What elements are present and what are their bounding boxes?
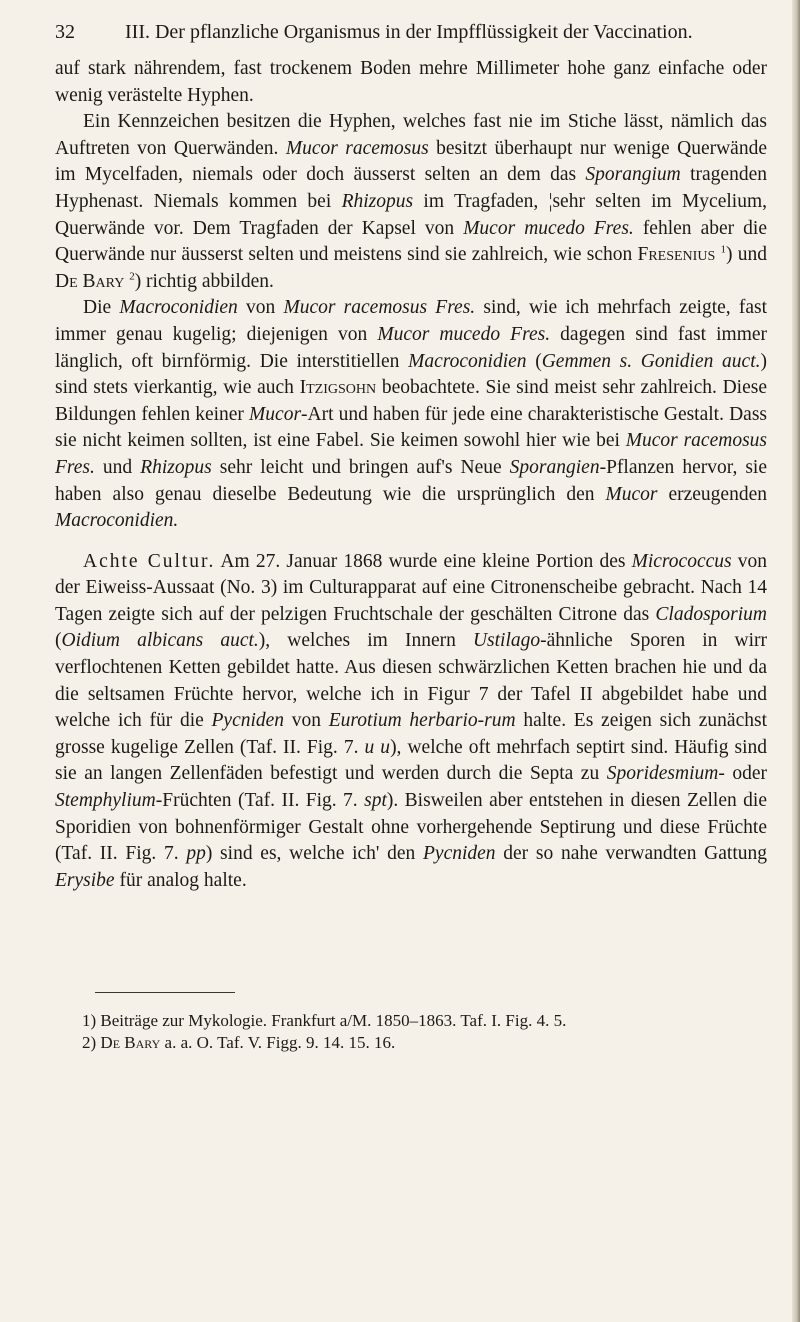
text-run: ). Bisweilen aber entstehen in diesen Zellen die Sporidien von bohnenförmiger Gestalt ohne vorhergehende Septirung und diese Früchte (Taf. II. Fig. 7. [55, 790, 767, 865]
paragraph-1 [55, 56, 767, 109]
page-edge-shadow [792, 0, 800, 1322]
text-run: -ähnliche Sporen in wirr verflochtenen Ketten gebildet hatte. Aus diesen schwärzlichen Ketten brachen hie und da die seltsamen Früchte hervor, welche ich in Figur 7 der Tafel II abgebildet habe und welche ich für die [55, 630, 767, 732]
text-run: und [94, 456, 141, 478]
text-run: tragenden Hyphenast. Niemals kommen bei [55, 164, 767, 212]
italic-term: Stemphylium [55, 790, 156, 812]
italic-term: spt [364, 790, 387, 812]
text-run: von [237, 297, 284, 319]
italic-term: Mucor [249, 403, 302, 425]
author-name: De Bary [55, 270, 125, 292]
italic-term: Mucor racemosus Fres. [55, 430, 767, 478]
italic-term: Mucor racemosus Fres. [283, 297, 476, 319]
italic-term: Sporangium [585, 164, 681, 186]
page-number: 32 [55, 21, 75, 43]
italic-term: Sporangien [509, 456, 600, 478]
italic-term: Macroconidien. [55, 510, 179, 532]
footnote-marker: 1 [720, 243, 726, 256]
text-run: -Früchten (Taf. II. Fig. 7. [155, 790, 365, 812]
text-run: Die [83, 297, 120, 319]
italic-term: Rhizopus [341, 190, 414, 212]
text-run: ( [55, 630, 62, 652]
italic-term: Rhizopus [140, 456, 212, 478]
text-run: -Pflanzen hervor, sie haben also genau dieselbe Bedeutung wie die ursprünglich den [55, 456, 768, 505]
text-run: von [284, 710, 329, 732]
text-run: ) sind stets vierkantig, wie auch [55, 350, 767, 399]
text-run: Ein Kennzeichen besitzen die Hyphen, welches fast nie im Stiche lässt, nämlich das Auftreten von Querwänden. [55, 111, 767, 159]
footnote-marker: 2 [129, 270, 135, 283]
footnote-separator [95, 992, 235, 993]
section-heading: Achte Cultur. [83, 550, 216, 572]
text-run: ) sind es, welche ich' den [205, 843, 423, 865]
text-run: 1) Beiträge zur Mykologie. Frankfurt a/M. 1850–1863. Taf. I. Fig. 4. 5. [82, 1011, 567, 1030]
running-head-title: III. Der pflanzliche Organismus in der Impfflüssigkeit der Vaccination. [125, 21, 693, 43]
italic-term: Pycniden [211, 710, 285, 732]
italic-term: Erysibe [55, 869, 115, 891]
footnote-1 [82, 1010, 762, 1032]
italic-term: Eurotium herbario-rum [328, 710, 516, 732]
text-run: dagegen sind fast immer länglich, oft birnförmig. Die interstitiellen [55, 323, 768, 372]
text-run: ) und [726, 244, 767, 266]
italic-term: u u [364, 736, 391, 758]
italic-term: Mucor [605, 483, 658, 505]
italic-term: pp [186, 843, 206, 865]
paragraph-4-achte-cultur [55, 549, 767, 895]
body-text [55, 56, 767, 894]
text-run: für analog halte. [114, 869, 247, 891]
text-run: im Tragfaden, ¦sehr selten im Mycelium, Querwände vor. Dem Tragfaden der Kapsel von [55, 190, 767, 239]
text-run: ( [526, 350, 542, 372]
footnotes [82, 1010, 762, 1054]
italic-term: Ustilago [472, 630, 541, 652]
text-run: von der Eiweiss-Aussaat (No. 3) im Culturapparat auf eine Citronenscheibe gebracht. Nach 14 Tagen zeigte sich auf der pelzigen Fruchtschale der geschälten Citrone das [55, 550, 768, 625]
text-run: halte. Es zeigen sich zunächst grosse kugelige Zellen (Taf. II. Fig. 7. [55, 710, 767, 758]
italic-term: Mucor racemosus [285, 137, 429, 159]
text-run: beobachtete. Sie sind meist sehr zahlreich. Diese Bildungen fehlen keiner [55, 377, 767, 425]
text-run: ), welche oft mehrfach septirt sind. Häufig sind sie an langen Zellenfäden befestigt und werden durch die Septa zu [55, 736, 767, 785]
running-head [55, 19, 775, 45]
italic-term: Micrococcus [631, 550, 732, 572]
text-run: a. a. O. Taf. V. Figg. 9. 14. 15. 16. [160, 1033, 396, 1052]
text-run: der so nahe verwandten Gattung [495, 843, 767, 865]
italic-term: Oidium albicans auct. [61, 630, 259, 652]
text-run: auf stark nährendem, fast trockenem Boden mehre Millimeter hohe ganz einfache oder wenig verästelte Hyphen. [55, 58, 767, 106]
italic-term: Mucor mucedo Fres. [463, 217, 634, 239]
text-run: fehlen aber die Querwände nur äusserst selten und meistens sind sie zahlreich, wie schon [55, 217, 767, 266]
author-name: De Bary [100, 1033, 161, 1052]
footnote-2 [82, 1032, 762, 1054]
italic-term: Mucor mucedo Fres. [377, 323, 551, 345]
text-run: sind, wie ich mehrfach zeigte, fast immer genau kugelig; diejenigen von [55, 297, 768, 345]
text-run: besitzt überhaupt nur wenige Querwände im Mycelfaden, niemals oder doch äusserst selten an dem das [55, 137, 767, 186]
italic-term: Pycniden [423, 843, 496, 865]
text-run: -Art und haben für jede eine charakteristische Gestalt. Dass sie nicht keimen sollten, ist eine Fabel. Sie keimen sowohl hier wie bei [55, 403, 767, 452]
text-run: Am 27. Januar 1868 wurde eine kleine Portion des [215, 550, 632, 572]
paragraph-2 [55, 109, 767, 295]
italic-term: Cladosporium [655, 603, 767, 625]
text-run: ) richtig abbilden. [134, 270, 274, 292]
italic-term: Sporidesmium- [606, 763, 725, 785]
text-run: ), welches im Innern [258, 630, 473, 652]
text-run: oder [724, 763, 767, 785]
author-name: Fresenius [637, 244, 716, 266]
italic-term: Gemmen s. Gonidien auct. [541, 350, 761, 372]
italic-term: Macroconidien [408, 350, 527, 372]
paragraph-3 [55, 295, 767, 534]
italic-term: Macroconidien [119, 297, 238, 319]
text-run: 2) [82, 1033, 101, 1052]
text-run: sehr leicht und bringen auf's Neue [211, 456, 510, 478]
text-run: erzeugenden [657, 483, 767, 505]
author-name: Itzigsohn [299, 377, 377, 399]
